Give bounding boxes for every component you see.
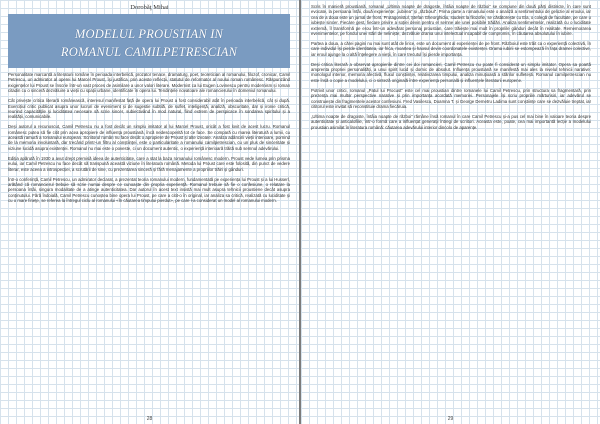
right-body-text bbox=[311, 4, 591, 135]
paragraph: Deși critica literară a observat apropierile dintre cei doi romancieri, Camil Petrescu nu poate fi considerat un simplu imitator. Opera sa poartă amprenta propriei personalități, a unui spirit lucid și dornic de absolut. Influența proustiană se manifestă mai ales la nivelul tehnicii narative: monologul interior, memoria afectivă, fluxul conștiinței, relativizarea timpului, analiza minuțioasă a stărilor sufletești. Romanul camilpetrescian nu este însă o copie a modelului, ci o sinteză originală între experiența personală și influențele literaturii europene. bbox=[311, 61, 591, 83]
right-page bbox=[301, 0, 600, 424]
title-line-2: ROMANUL CAMILPETRESCIAN bbox=[60, 45, 238, 59]
paragraph: Potrivit unor critici, romanul „Patul lui Procust” este cel mai proustian dintre romanele lui Camil Petrescu, prin structura sa fragmentară, prin prezența mai multor perspective narative și prin importanța acordată memoriei. Personajele își scriu propriile mărturisiri, iar adevărul se construiește din fragmentele acestor confesiuni. Fred Vasilescu, Doamna T. și George Demetru Ladima sunt conștiințe care se dezvăluie treptat, iar cititorul este invitat să reconstituie drama fiecăruia. bbox=[311, 87, 591, 109]
title-line-1: MODELUL PROUSTIAN IN bbox=[74, 27, 224, 41]
left-page bbox=[0, 0, 299, 424]
paragraph: Cât privește critica literară românească, interesul manifestat față de opera lui Proust a fost considerabil atât în perioada interbelică, cât și după. Exercițiul critic publicat asupra unor lucruri de eveniment și de sugestie subtilă, de suflet, inteligență, analiză, obscuritate, dar și ironie critică, reunind capacitățile și luciditatea necesare să scrie sincer, subiectivând în mod natural, fiind extrem de perspicace în sondarea spiritului și a realității, comunicabile. bbox=[8, 98, 290, 120]
paragraph: Într-o conferință, Camil Petrescu, un admirator declarat, a prezentat teoria romanului modern, fundamentată pe experiența lui Proust și a lui Husserl, arătând că romancierul trebuie să scrie numai despre ce cunoaște din propria experiență. Romanul trebuie să fie o confesiune, o relatare la persoana întâi, singura modalitate de a atinge autenticitatea. Dar autorul în acest text insistă mai mult asupra tehnicii proustiene decât asupra conținutului. Fără îndoială, Camil Petrescu cunoștea bine opera lui Proust, pe care a citit-o în original, iar analiza sa critică, realizată cu luciditate și cu o mare fineţe, se referea la întregul ciclu al romanului «În căutarea timpului pierdut», pe care l-a considerat un model al romanului modern. bbox=[8, 176, 290, 204]
paragraph: Scris în manieră proustiană, romanul „Ultima noapte de dragoste, întâia noapte de război” se compune din două părți distincte, în care sunt evocate, la persoana întâi, două experiențe: „iubirea” și „războiul”. Prima parte a romanului este o analiză a sentimentului de gelozie al eroului, iar cea de a doua este un jurnal de front. Protagonistul, Ștefan Gheorghidiu, student la filozofie, se căsătorește cu Ela, o colegă de facultate, pe care o iubește sincer. Fiecare gest, fiecare privire a soției devin pentru el semne ale unei posibile trădări. Analiza sentimentelor, realizată cu o luciditate extremă, îl transformă pe erou într-un adevărat personaj proustian, care trăiește mai mult în propriile gânduri decât în realitate. Rememorarea evenimentelor, pe fondul unei stări de neliniște, dezvăluie drama unui intelectual incapabil de compromis, în căutarea absolutului în iubire. bbox=[311, 4, 591, 37]
left-body-text bbox=[8, 72, 290, 208]
paragraph: Partea a doua, a cărei pagini nu mai sunt atât de lirice, este un document al experienței de pe front. Războiul este trăit ca o experiență colectivă, în care individul își pierde identitatea, iar frica, moartea și haosul devin coordonatele existenței. Drama iubirii se estompează în fața dramei colective, iar eroul ajunge la o altă înțelegere a vieții, în care trecutul își pierde importanța. bbox=[311, 40, 591, 57]
paragraph: Personalitate marcantă a literaturii române în perioada interbelică, prozator tenace, dramaturg, poet, teoretician al romanului, filozof, cronicar, Camil Petrescu, un admirator al operei lui Marcel Proust, își justifica, prin aceste reflecții, statutul de reformator al noului roman românesc. Răspunzând exigențelor lui Proust se înscrie într-un vast proces de asimilare a unor valori literare. Modernist ca lui Eugen Lovinescu pentru modernism și roman citadin cu o sinceră dezvăluire a vieții cu spații urbane, identificate în opera lui. Tendințele novatoare ale romancierului în domeniul romanului. bbox=[8, 72, 290, 94]
paragraph: Ediția apărută în 1930 a avut drept premisă ideea de autenticitate, care a stat la baza romanului românesc modern. Proust vede lumea prin prisma eului, iar Camil Petrescu nu face decât să transpună această viziune în literatura română. Metoda lui Proust care este folosită, din punct de vedere literar, este aceea a introspecției, a scrutării de sine, cu prezentarea sinceră și fără menajamente a propriilor trăiri și gânduri. bbox=[8, 155, 290, 172]
page-number-right: 29 bbox=[447, 416, 454, 422]
running-head: Dorobăţ Mihai bbox=[130, 4, 169, 11]
paragraph: Deși autorul a recunoscut, Camil Petrescu nu a fost decât un simplu imitator al lui Marcel Proust, oricât a fost lovit de acest lucru. Romanul românesc putea să fie citit prin acea apropiere de influența proustiană, încă nedescoperită tot ce face. Se compară cu marea literatură a lumii, cu această ramură a romanului european. Scriitorul român nu face decât o apropiere de Proust și alte izvoare. Analiza adâncirii vieții interioare, pornind de la memoria involuntară, dar trecând printr-un filtru al conștiinței, este o particularitate a romanului camilpetrescian, cu un plus de sinceritate și viziune lucidă asupra existenței. Romanul nu mai este o poveste, ci un document autentic, o experiență interioară trăită sub semnul adevărului. bbox=[8, 124, 290, 151]
title-banner bbox=[8, 14, 290, 68]
paragraph: „Ultima noapte de dragoste, întâia noapte de război” rămâne însă romanul în care Camil Petrescu și-a pus cel mai bine în valoare teoria despre autenticitate și anticalofilie, într-o formă care a influențat generații întregi de scriitori. Aceasta este, poate, cea mai importantă lecție a modelului proustian asimilat în literatura română: căutarea adevărului interior dincolo de aparențe. bbox=[311, 113, 591, 130]
page-number-left: 28 bbox=[146, 416, 153, 422]
